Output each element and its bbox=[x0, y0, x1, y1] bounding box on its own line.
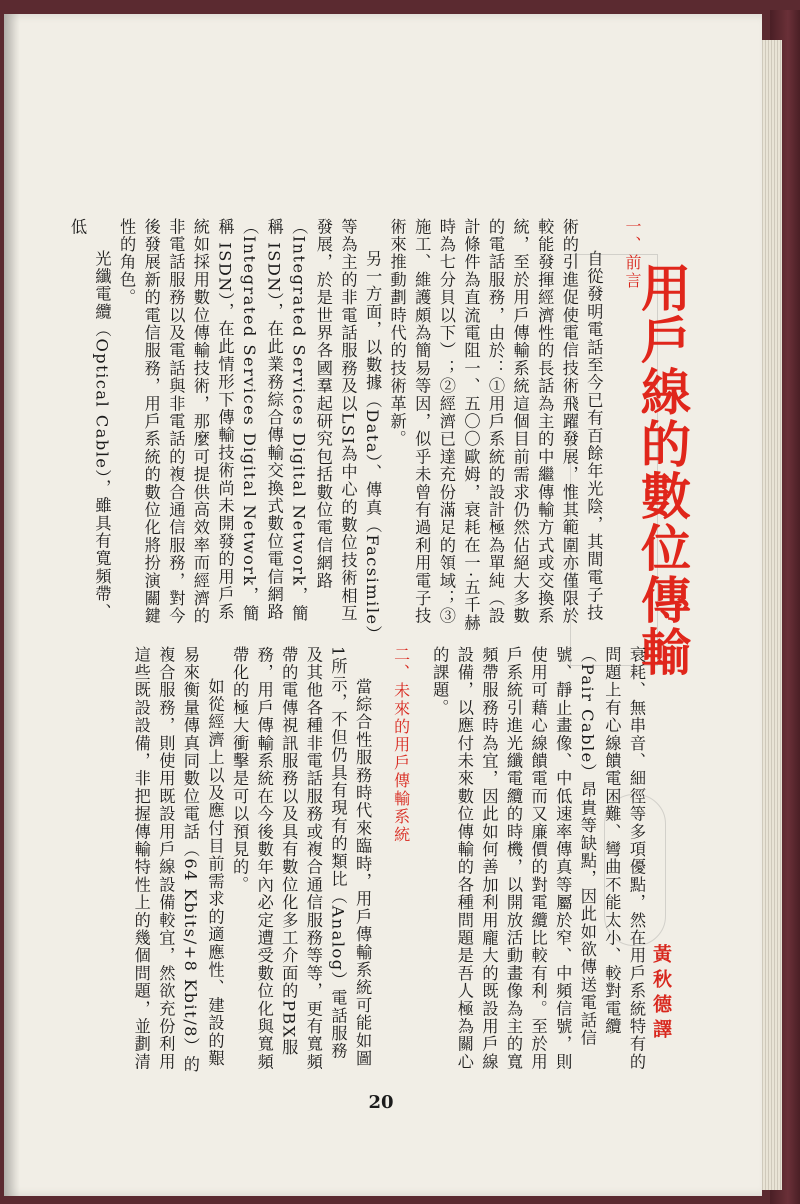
future-paragraph-1: 當綜合性服務時代來臨時，用戶傳輸系統可能如圖1所示，不但仍具有現有的類比（Analog）電話服務及其他各種非電話服務或複合通信服務等等，更有寬頻帶的電傳視訊服務以及具有數位化多工介面的PBX服務，用戶傳輸系統在今後數年內必定遭受數位化與寬頻帶化的極大衝擊是可以預見的。 bbox=[230, 646, 373, 1071]
section-heading-future: 二、未來的用戶傳輸系統 bbox=[391, 646, 411, 844]
intro-paragraph-2: 另一方面，以數據（Data）、傳真（Facsimile）等為主的非電話服務及以LSI為中心的數位技術相互發展，於是世界各國羣起研究包括數位電信網路（Integrated Services Digital Network，簡稱 ISDN），在此業務綜合傳輸交換式數位電信網路（Integrated Services Digital Network，簡稱 ISDN），在此情形下傳輸技術尚未開發的用戶系統如採用數位傳輸技術，那麼可提供高效率而經濟的非電話服務以及電話與非電話的複合通信服務，對今後發展新的電信服務，用戶系統的數位化將扮演關鍵性的角色。 bbox=[117, 218, 383, 636]
section-heading-intro: 一、前言 bbox=[623, 218, 642, 290]
intro-paragraph-1: 自從發明電話至今已有百餘年光陰，其間電子技術的引進促使電信技術飛躍發展，惟其範圍亦僅限於較能發揮經濟性的長話為主的中繼傳輸方式或交換系統，至於用戶傳輸系統這個目前需求仍然佔絕大多數的電話服務，由於：①用戶系統的設計極為單純（設計條件為直流電阻一、五〇〇歐姆，衰耗在一·五千赫時為七分貝以下）；②經濟已達充份滿足的領域；③施工、維護頗為簡易等因，似乎未曾有過利用電子技術來推動劃時代的技術革新。 bbox=[387, 218, 604, 632]
page-edges bbox=[760, 40, 782, 1190]
upper-text-block bbox=[64, 218, 644, 638]
article-title: 用戶線的數位傳輸 bbox=[633, 262, 691, 678]
intro-paragraph-3: 光纖電纜（Optical Cable），雖具有寬頻帶、低 bbox=[67, 218, 112, 622]
spine-shadow bbox=[4, 14, 20, 1196]
lower-text-block bbox=[128, 646, 648, 1076]
page-number: 20 bbox=[368, 1092, 394, 1113]
future-paragraph-2: 如從經濟上以及應付目前需求的適應性、建設的艱易來衡量傳真同數位電話（64 Kbits/+8 Kbit/8）的複合服務，則使用既設用戶線設備較宜，然欲充份利用這些既設設備，非把握傳輸特性上的幾個問題，並劃清 bbox=[131, 646, 225, 1074]
article-author: 黃秋德譯 bbox=[650, 944, 672, 1044]
continuation-paragraph: 衰耗、無串音、細徑等多項優點，然在用戶系統特有的問題上有心線饋電困難、彎曲不能太小、較對電纜（Pair Cable）昂貴等缺點，因此如欲傳送電話信號、靜止畫像、中低速率傳真等屬於窄、中頻信號，則使用可藉心線饋電而又廉價的對電纜比較有利。至於用戶系統引進光纖電纜的時機，以開放活動畫像為主的寬頻帶服務時為宜，因此如何善加利用龐大的既設用戶線設備，以應付未來數位傳輸的各種問題是吾人極為關心的課題。 bbox=[430, 646, 646, 1071]
